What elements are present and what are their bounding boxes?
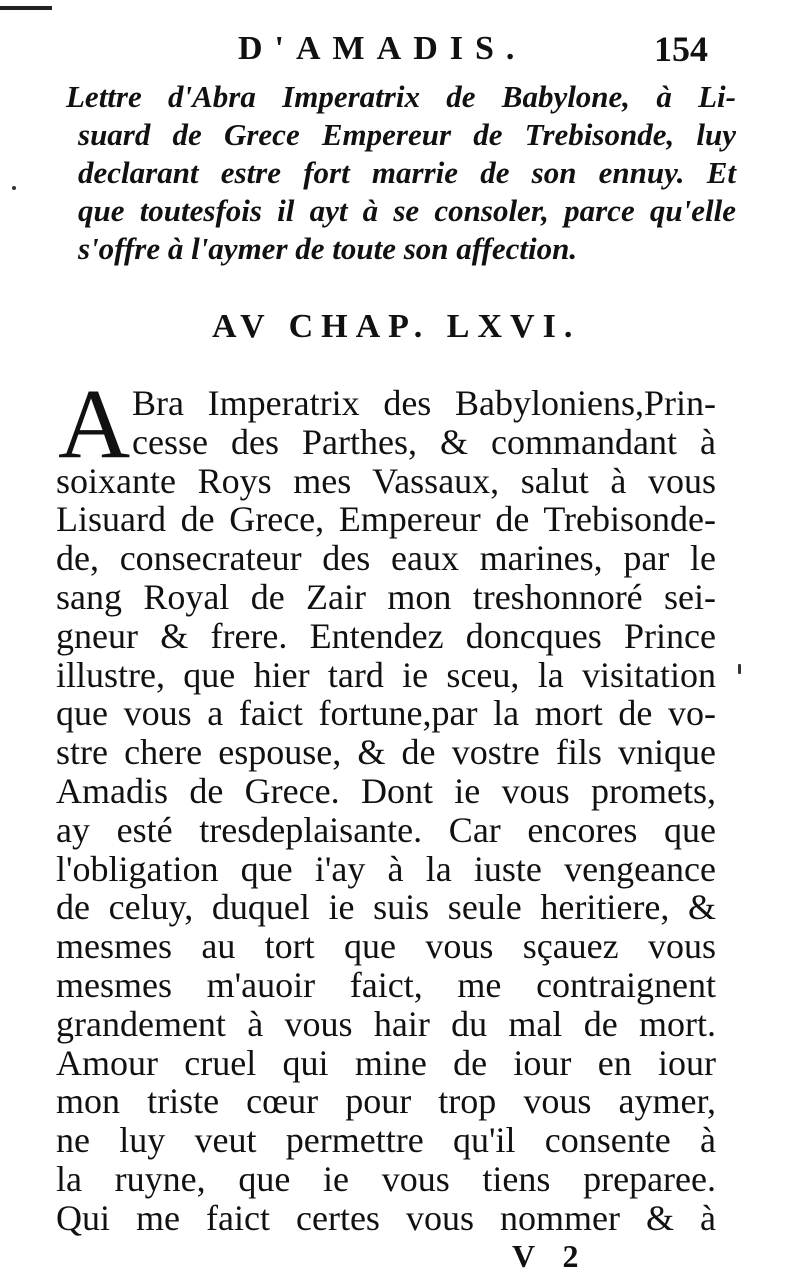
body-line: ne luy veut permettre qu'il consente à bbox=[56, 1120, 716, 1161]
body-line: que vous a faict fortune,par la mort de vo- bbox=[56, 693, 716, 734]
body-line: soixante Roys mes Vassaux, salut à vous bbox=[56, 460, 716, 501]
body-line: Amadis de Grece. Dont ie vous promets, bbox=[56, 770, 716, 811]
body-line: illustre, que hier tard ie sceu, la visitation bbox=[56, 654, 716, 695]
body-line: de celuy, duquel ie suis seule heritiere, & bbox=[56, 887, 716, 928]
letter-body bbox=[56, 368, 716, 1238]
body-line: stre chere espouse, & de vostre fils vnique bbox=[56, 732, 716, 773]
body-line: mon triste cœur pour trop vous aymer, bbox=[56, 1081, 716, 1122]
chapter-heading: AV CHAP. LXVI. bbox=[212, 308, 581, 345]
argument-line: que toutesfois il ayt à se consoler, parce qu'elle bbox=[78, 193, 736, 228]
letter-argument bbox=[66, 78, 736, 268]
body-line: ay esté tresdeplaisante. Car encores que bbox=[56, 809, 716, 850]
body-line: Bra Imperatrix des Babyloniens,Prin- bbox=[132, 383, 716, 423]
body-line: la ruyne, que ie vous tiens preparee. bbox=[56, 1158, 716, 1199]
body-line: grandement à vous hair du mal de mort. bbox=[56, 1003, 716, 1044]
body-line: gneur & frere. Entendez doncques Prince bbox=[56, 615, 716, 656]
running-head: D'AMADIS. bbox=[238, 30, 527, 67]
page-edge-mark bbox=[0, 6, 52, 10]
page-number: 154 bbox=[654, 29, 708, 69]
body-line: de, consecrateur des eaux marines, par le bbox=[56, 538, 716, 579]
argument-line: suard de Grece Empereur de Trebisonde, luy bbox=[78, 117, 736, 152]
body-line: sang Royal de Zair mon treshonnoré sei- bbox=[56, 576, 716, 617]
body-line: l'obligation que i'ay à la iuste vengeance bbox=[56, 848, 716, 889]
body-line: Lisuard de Grece, Empereur de Trebisonde- bbox=[56, 499, 716, 540]
gathering-signature: V 2 bbox=[512, 1238, 589, 1274]
page-header bbox=[0, 24, 804, 74]
drop-cap: A bbox=[58, 368, 131, 479]
ink-speck bbox=[738, 664, 741, 674]
argument-line: s'offre à l'aymer de toute son affection. bbox=[78, 231, 578, 266]
body-line: mesmes m'auoir faict, me contraignent bbox=[56, 964, 716, 1005]
drop-cap-lines bbox=[56, 368, 716, 479]
body-line: cesse des Parthes, & commandant à bbox=[132, 421, 716, 462]
body-line: Qui me faict certes vous nommer & à bbox=[56, 1197, 716, 1238]
body-line: Amour cruel qui mine de iour en iour bbox=[56, 1042, 716, 1083]
argument-line: declarant estre fort marrie de son ennuy. Et bbox=[78, 155, 736, 190]
body-line: mesmes au tort que vous sçauez vous bbox=[56, 926, 716, 967]
argument-line: Lettre d'Abra Imperatrix de Babylone, à Li- bbox=[66, 79, 736, 114]
ink-speck bbox=[12, 186, 16, 190]
